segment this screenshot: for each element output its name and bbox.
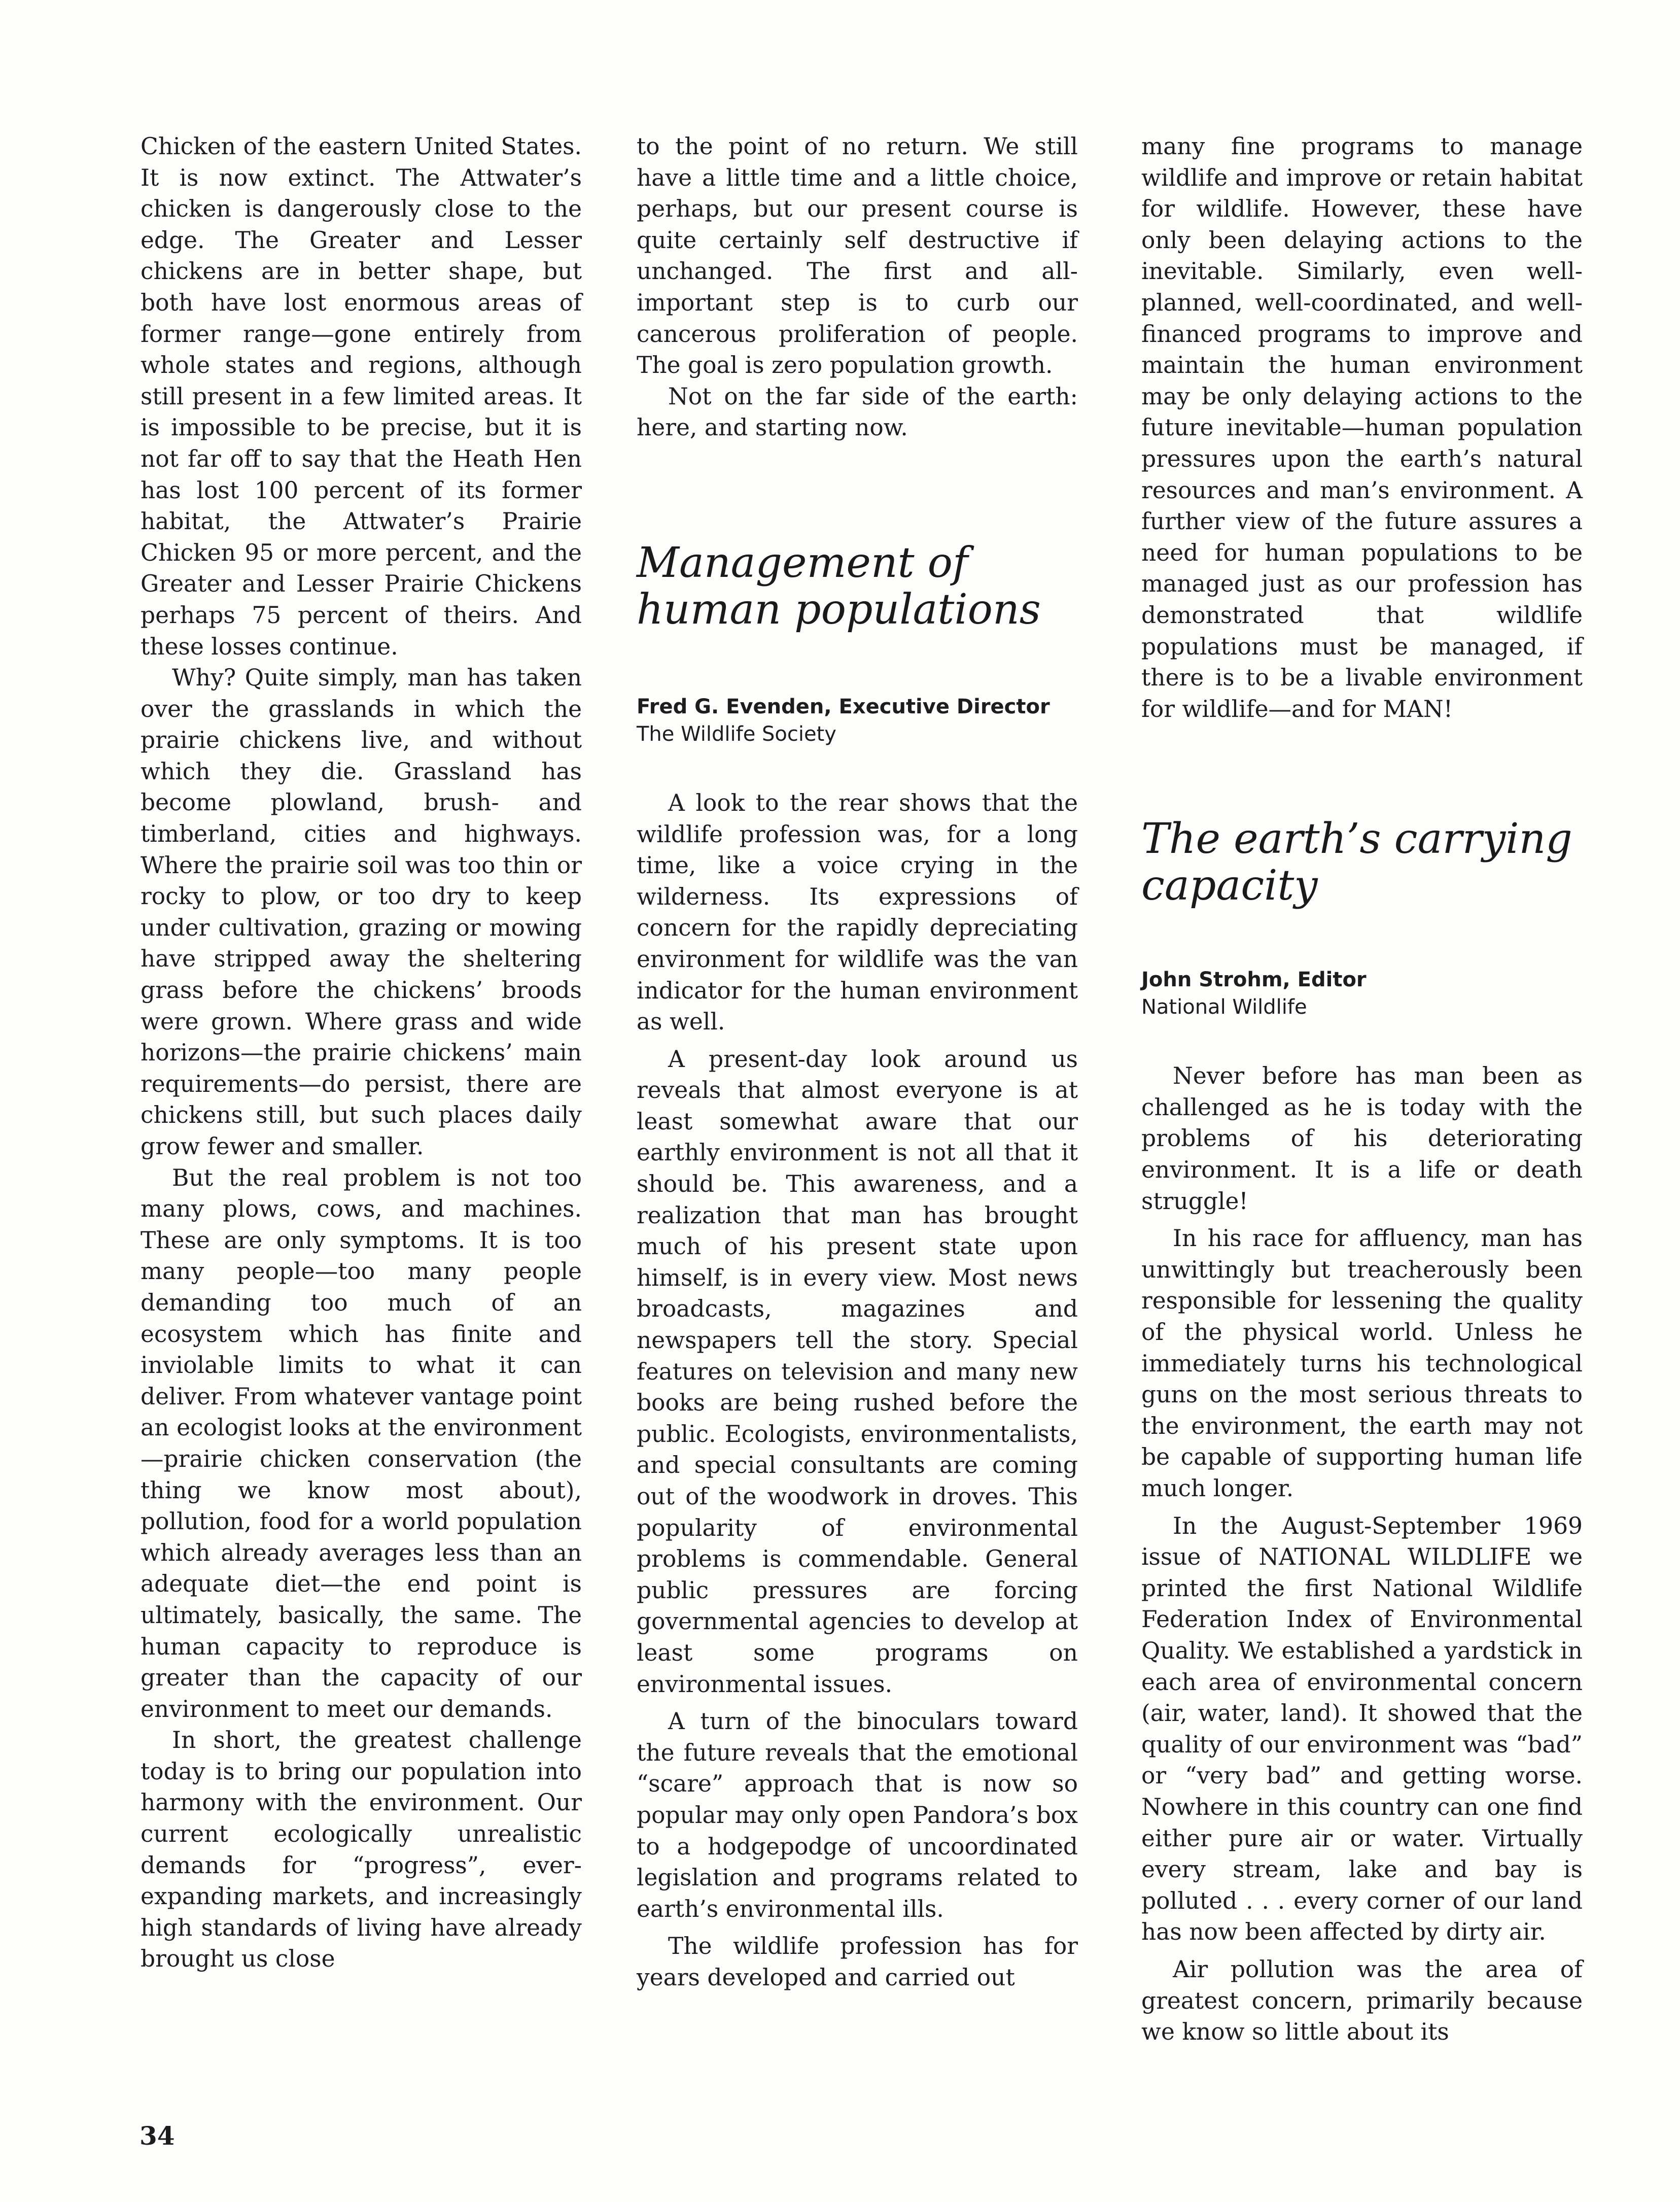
body-paragraph: to the point of no return. We still have a little time and a little choice, perhaps, but our present course is quite certainly self destructive if unchanged. The first and all-important step is to curb our cancerous proliferation of people. The goal is zero population growth.	[637, 133, 1078, 379]
body-paragraph: Why? Quite simply, man has taken over the grasslands in which the prairie chickens live, and without which they die. Grassland has become plowland, brush- and timberland, cities and highways. Where the prairie soil was too thin or rocky to plow, or too dry to keep under cultivation, grazing or mowing have stripped away the sheltering grass before the chickens’ broods were grown. Where grass and wide horizons—the prairie chickens’ main requirements—do persist, there are chickens still, but such places daily grow fewer and smaller.	[141, 664, 582, 1160]
article-heading: The earth’s carrying capacity	[1141, 815, 1572, 910]
body-paragraph: Never before has man been as challenged as he is today with the problems of his deteriorating environment. It is a life or death struggle!	[1141, 1062, 1583, 1215]
article-heading: Management of human populations	[637, 538, 1041, 634]
byline-org: National Wildlife	[1141, 995, 1307, 1019]
body-paragraph: In his race for affluency, man has unwittingly but treacherously been responsible for lessening the quality of the physical world. Unless he immediately turns his technological guns on the most serious threats to the environment, the earth may not be capable of supporting human life much longer.	[1141, 1225, 1583, 1502]
body-paragraph: In the August-September 1969 issue of NATIONAL WILDLIFE we printed the first National Wildlife Federation Index of Environmental Quality. We established a yardstick in each area of environmental concern (air, water, land). It showed that the quality of our environment was “bad” or “very bad” and getting worse. Nowhere in this country can one find either pure air or water. Virtually every stream, lake and bay is polluted . . . every corner of our land has now been affected by dirty air.	[1141, 1512, 1583, 1946]
page-number: 34	[139, 2121, 175, 2151]
body-paragraph: The wildlife profession has for years developed and carried out	[637, 1933, 1078, 1991]
body-paragraph: A look to the rear shows that the wildlife profession was, for a long time, like a voice crying in the wilderness. Its expressions of concern for the rapidly depreciating environment for wildlife was the van indicator for the human environment as well.	[637, 789, 1078, 1036]
byline-org: The Wildlife Society	[637, 722, 836, 746]
body-paragraph: In short, the greatest challenge today is to bring our population into harmony with the environment. Our current ecologically unrealistic demands for “progress”, ever-expanding markets, and increasingly high standards of living have already brought us close	[141, 1727, 582, 1973]
body-paragraph: A turn of the binoculars toward the future reveals that the emotional “scare” approach that is now so popular may only open Pandora’s box to a hodgepodge of uncoordinated legislation and programs related to earth’s environmental ills.	[637, 1708, 1078, 1922]
body-paragraph: many fine programs to manage wildlife and improve or retain habitat for wildlife. However, these have only been delaying actions to the inevitable. Similarly, even well-planned, well-coordinated, and well-financed programs to improve and maintain the human environment may be only delaying actions to the future inevitable—human population pressures upon the earth’s natural resources and man’s environment. A further view of the future assures a need for human populations to be managed just as our profession has demonstrated that wildlife populations must be managed, if there is to be a livable environment for wildlife—and for MAN!	[1141, 133, 1583, 722]
body-paragraph: Not on the far side of the earth: here, and starting now.	[637, 383, 1078, 441]
column-1	[141, 131, 582, 1975]
byline-name: John Strohm, Editor	[1141, 968, 1367, 992]
column-3	[1141, 131, 1583, 2048]
body-paragraph: Chicken of the eastern United States. It is now extinct. The Attwater’s chicken is dangerously close to the edge. The Greater and Lesser chickens are in better shape, but both have lost enormous areas of former range—gone entirely from whole states and regions, although still present in a few limited areas. It is impossible to be precise, but it is not far off to say that the Heath Hen has lost 100 percent of its former habitat, the Attwater’s Prairie Chicken 95 or more percent, and the Greater and Lesser Prairie Chickens perhaps 75 percent of theirs. And these losses continue.	[141, 133, 582, 660]
column-2	[637, 131, 1078, 1993]
body-paragraph: A present-day look around us reveals that almost everyone is at least somewhat aware that our earthly environment is not all that it should be. This awareness, and a realization that man has brought much of his present state upon himself, is in every view. Most news broadcasts, magazines and newspapers tell the story. Special features on television and many new books are being rushed before the public. Ecologists, environmentalists, and special consultants are coming out of the woodwork in droves. This popularity of environmental problems is commendable. General public pressures are forcing governmental agencies to develop at least some programs on environmental issues.	[637, 1045, 1078, 1698]
body-paragraph: Air pollution was the area of greatest concern, primarily because we know so little about its	[1141, 1955, 1583, 2046]
body-paragraph: But the real problem is not too many plows, cows, and machines. These are only symptoms. It is too many people—too many people demanding too much of an ecosystem which has finite and inviolable limits to what it can deliver. From whatever vantage point an ecologist looks at the environment—prairie chicken conservation (the thing we know most about), pollution, food for a world population which already averages less than an adequate diet—the end point is ultimately, basically, the same. The human capacity to reproduce is greater than the capacity of our environment to meet our demands.	[141, 1164, 582, 1723]
byline-name: Fred G. Evenden, Executive Director	[637, 695, 1050, 718]
